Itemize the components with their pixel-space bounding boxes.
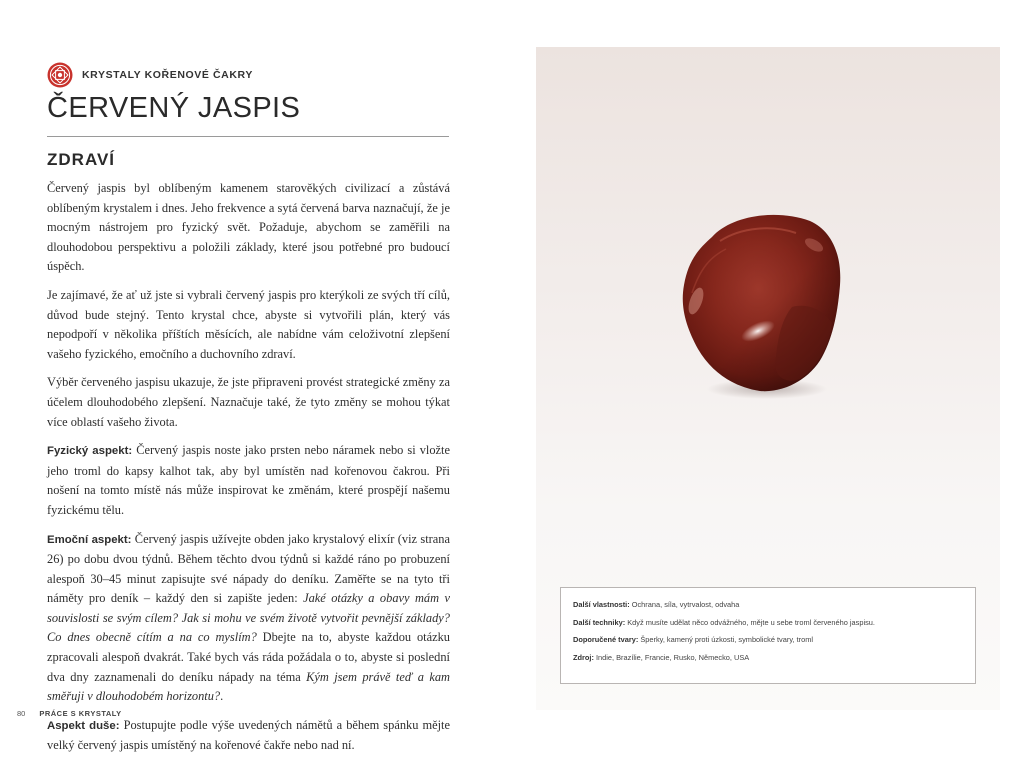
page-number: 80: [17, 709, 26, 718]
info-label: Další techniky:: [573, 617, 626, 627]
root-chakra-icon: [47, 62, 73, 88]
page-title: ČERVENÝ JASPIS: [47, 92, 301, 124]
info-value: Ochrana, síla, vytrvalost, odvaha: [629, 600, 740, 609]
physical-aspect-label: Fyzický aspekt:: [47, 445, 133, 458]
info-label: Zdroj:: [573, 652, 594, 662]
emotional-aspect-questions: Jaké otázky a obavy mám v souvislosti se svým cílem? Jak si mohu ve svém životě vytvořit pevnější základy? Co dnes obecně cítím a na co myslím?: [47, 591, 450, 645]
paragraph-soul-aspect: [47, 716, 450, 756]
info-value: Indie, Brazílie, Francie, Rusko, Německo, USA: [593, 652, 750, 662]
info-row-source: [573, 653, 963, 662]
physical-aspect-text: Červený jaspis noste jako prsten nebo náramek nebo si vložte jeho troml do kapsy kalhot tak, aby byl umístěn nad kořenovou čakrou. Při nošení na tomto místě nás může inspirovat ke změnám, které prospějí našemu fyzickému tělu.: [47, 443, 450, 517]
title-divider: [47, 136, 449, 137]
paragraph-strategy: Výběr červeného jaspisu ukazuje, že jste připraveni provést strategické změny za účelem dlouhodobého zlepšení. Naznačuje také, že tyto změny se mohou týkat více oblastí vašeho života.: [47, 375, 450, 429]
paragraph-intro: Červený jaspis byl oblíbeným kamenem starověkých civilizací a zůstává oblíbeným krystalem i dnes. Jeho frekvence a sytá červená barva naznačují, že je mocným nástrojem pro fyzický svět. Požaduje, abychom se zaměřili na dlouhodobou perspektivu a položili základy, které jsou potřebné pro budoucí úspěch.: [47, 181, 450, 274]
emotional-aspect-text-3: .: [220, 689, 224, 704]
info-label: Další vlastnosti:: [573, 600, 630, 609]
info-row-techniques: [573, 618, 963, 627]
emotional-aspect-theme: Kým jsem právě teď a kam směřuji v dlouhodobém horizontu?: [47, 669, 450, 704]
emotional-aspect-text-1: Červený jaspis užívejte obden jako krystalový elixír (viz strana 26) po dobu dvou týdnů. Během těchto dvou týdnů si každé ráno po probuzení alespoň 30–45 minut zapisujte své nápady do deníku. Zaměřte se na tyto tři náměty pro deník – každý den si zapište jeden:: [47, 531, 450, 606]
red-jasper-stone-image: [672, 197, 847, 402]
emotional-aspect-label: Emoční aspekt:: [47, 533, 132, 546]
info-label: Doporučené tvary:: [573, 635, 639, 644]
footer-section-label: PRÁCE S KRYSTALY: [39, 709, 122, 718]
chakra-header: [47, 62, 253, 88]
paragraph-choice: Je zajímavé, že ať už jste si vybrali červený jaspis pro kterýkoli ze svých tří cílů, důvod bude stejný. Tento krystal chce, abyste si vytvořili plán, který vás nepodpoří v několika příštích měsících, ale nabídne vám celoživotní zlepšení vašeho fyzického, emočního a duchovního zdraví.: [47, 287, 450, 361]
paragraph-physical-aspect: [47, 441, 450, 520]
soul-aspect-label: Aspekt duše:: [47, 719, 120, 732]
section-heading: ZDRAVÍ: [47, 150, 116, 169]
info-value: Když musíte udělat něco odvážného, mějte u sebe troml červeného jaspisu.: [625, 617, 875, 627]
crystal-info-box: [560, 587, 976, 684]
soul-aspect-text: Postupujte podle výše uvedených námětů a během spánku mějte velký červený jaspis umístěný na kořenové čakře nebo nad ní.: [47, 717, 450, 753]
chapter-label: KRYSTALY KOŘENOVÉ ČAKRY: [82, 69, 253, 81]
body-text: [47, 179, 450, 765]
page-footer: [17, 709, 122, 718]
info-value: Šperky, kamený proti úzkosti, symbolické tvary, troml: [638, 635, 813, 644]
emotional-aspect-text-2: Dbejte na to, abyste každou otázku zpracovali alespoň dvakrát. Také bych vás ráda požádala o to, abyste si poslední dva dny zaznamenali do deníku nápady na téma: [47, 630, 450, 684]
info-row-shapes: [573, 635, 963, 644]
info-row-properties: [573, 600, 963, 609]
paragraph-emotional-aspect: [47, 530, 450, 707]
photo-panel: [536, 47, 1000, 710]
